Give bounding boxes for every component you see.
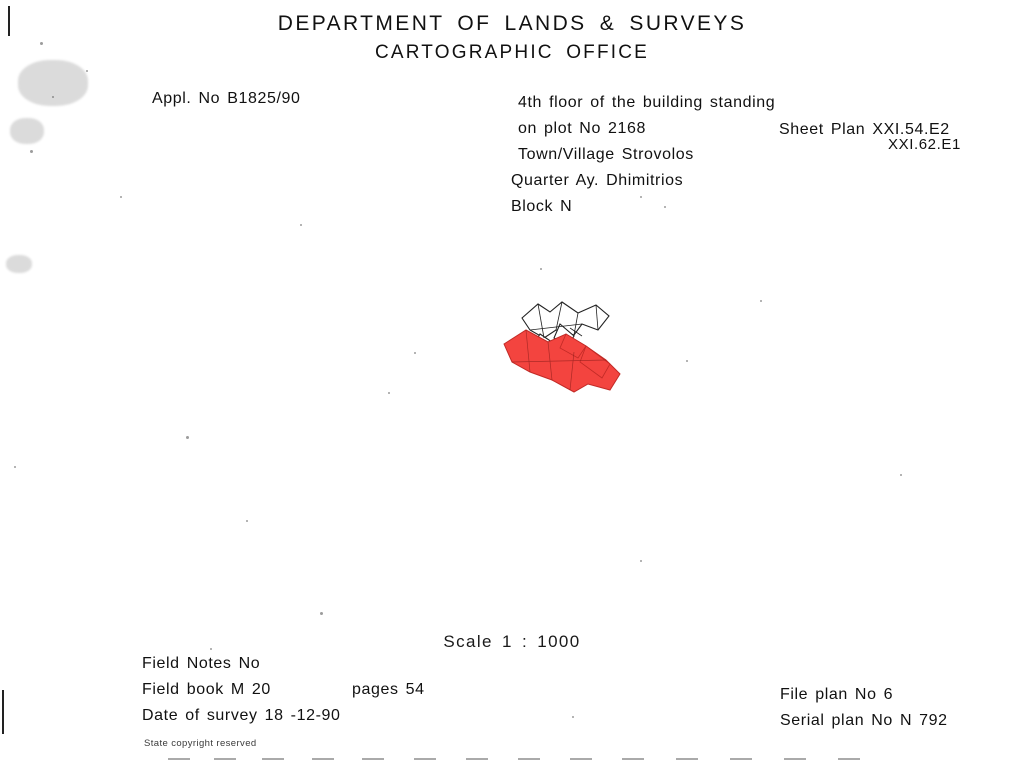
scan-speck	[664, 206, 666, 208]
scan-speck	[52, 96, 54, 98]
edge-mark-top-left	[8, 6, 10, 36]
scan-speck	[210, 648, 212, 650]
page-subtitle: CARTOGRAPHIC OFFICE	[374, 42, 650, 63]
serial-plan-no: Serial plan No N 792	[780, 712, 948, 729]
file-plan-no: File plan No 6	[780, 686, 894, 703]
copyright-notice: State copyright reserved	[144, 738, 257, 749]
scan-speck	[900, 474, 902, 476]
field-book: Field book M 20	[142, 681, 271, 698]
scan-speck	[40, 42, 43, 45]
scan-speck	[760, 300, 762, 302]
description-line-1: 4th floor of the building standing	[518, 94, 776, 111]
description-line-2: on plot No 2168	[518, 120, 646, 137]
scan-smudge-2	[10, 118, 44, 144]
scan-speck	[640, 196, 642, 198]
map-drawing	[470, 280, 660, 420]
scan-speck	[640, 560, 642, 562]
scan-speck	[120, 196, 122, 198]
scan-smudge-3	[6, 255, 32, 273]
edge-mark-left	[2, 690, 4, 734]
scan-speck	[572, 716, 574, 718]
scan-speck	[300, 224, 302, 226]
date-of-survey: Date of survey 18 -12-90	[142, 707, 341, 724]
scan-speck	[246, 520, 248, 522]
pages: pages 54	[352, 681, 425, 698]
sheet-plan-secondary: XXI.62.E1	[888, 136, 961, 153]
scan-speck	[320, 612, 323, 615]
scan-speck	[686, 360, 688, 362]
scan-speck	[86, 70, 88, 72]
description-line-5: Block N	[511, 198, 573, 215]
scan-smudge-1	[18, 60, 88, 106]
scan-speck	[30, 150, 33, 153]
scan-speck	[186, 436, 189, 439]
scan-speck	[414, 352, 416, 354]
scan-speck	[388, 392, 390, 394]
bottom-dash-row	[0, 758, 1024, 764]
scan-speck	[540, 268, 542, 270]
page-title: DEPARTMENT OF LANDS & SURVEYS	[277, 12, 747, 35]
sheet-plan-primary: Sheet Plan XXI.54.E2	[779, 121, 950, 138]
scan-speck	[14, 466, 16, 468]
application-number: Appl. No B1825/90	[152, 90, 301, 107]
scale-label: Scale 1 : 1000	[443, 632, 581, 651]
field-notes-no: Field Notes No	[142, 655, 261, 672]
description-line-4: Quarter Ay. Dhimitrios	[511, 172, 684, 189]
description-line-3: Town/Village Strovolos	[518, 146, 694, 163]
